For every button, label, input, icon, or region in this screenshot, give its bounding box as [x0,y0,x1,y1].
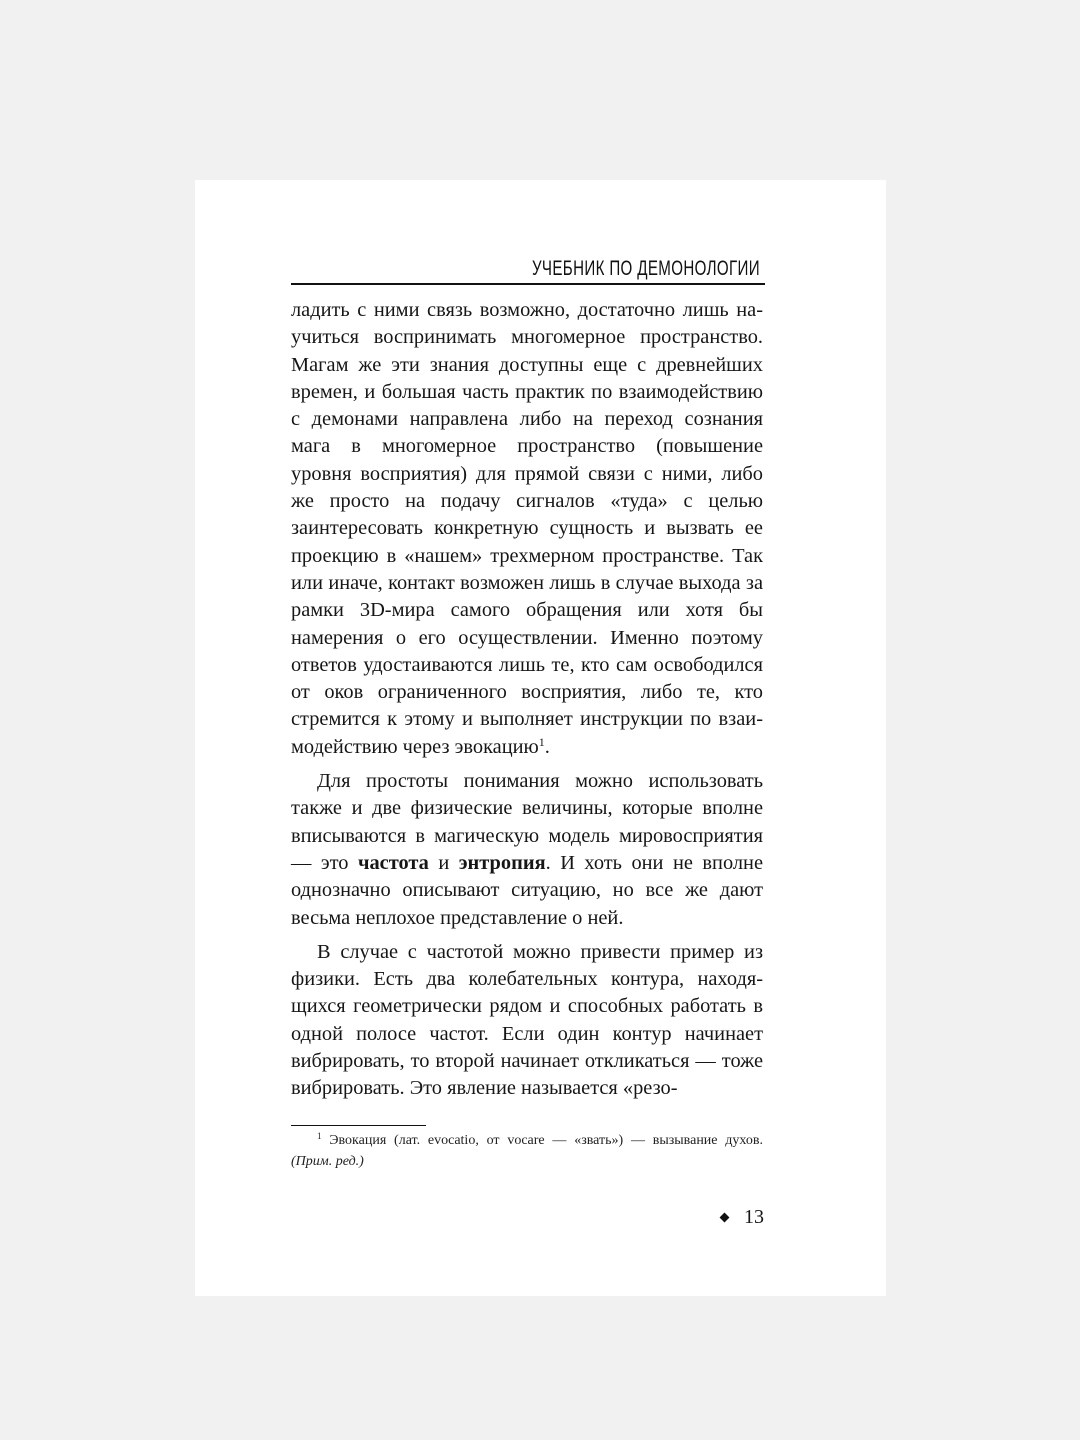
footnote-rule [291,1125,426,1126]
paragraph-2 [291,768,763,932]
paragraph-1-end: . [544,735,550,758]
running-head: УЧЕБНИК ПО ДЕМОНОЛОГИИ [531,257,760,280]
footnote-text: Эвокация (лат. evocatio, от vocare — «звать») — вызывание духов. [321,1133,763,1148]
paragraph-2-and: и [428,851,459,874]
book-page [195,180,886,1296]
paragraph-1 [291,297,763,761]
diamond-icon [720,1212,730,1222]
footnote-editor-note: (Прим. ред.) [291,1154,364,1169]
header-rule [291,283,765,285]
paragraph-2-end: . И хоть они не вполне однозначно описывают ситуацию, но все же дают весьма неплохое представление о ней. [291,851,764,929]
paragraph-3: В случае с частотой можно привести пример из физики. Есть два колебательных контура, находящихся геометрически рядом и способных работать в одной полосе частот. Если один контур начинает вибрировать, то второй начинает откликаться — тоже вибрировать. Это явление называется «резо- [291,940,763,1100]
page-number: 13 [744,1206,764,1228]
paragraph-1-text: ладить с ними связь возможно, достаточно лишь научиться воспринимать многомерное пространство. Магам же эти знания доступны еще с древнейших времен, и большая часть практик по взаимодействию с демонами направлена либо на переход сознания мага в многомерное пространство (повышение уровня восприятия) для прямой связи с ними, либо же просто на подачу сигналов «туда» с целью заинтересовать конкретную сущность и вызвать ее проекцию в «нашем» трехмерном пространстве. Так или иначе, контакт возможен лишь в случае выхода за рамки 3D-мира самого обращения или хотя бы намерения о его осуществлении. Именно поэтому ответов удостаиваются лишь те, кто сам освободился от оков ограниченного восприятия, либо те, кто стремится к этому и выполняет инструкции по взаимодействию через эвокацию [291,299,763,758]
main-text [291,297,763,1103]
term-entropy: энтропия [458,851,546,874]
footnote [291,1130,763,1172]
paragraph-2-start: Для простоты понимания можно использовать также и две физические величины, которые вполне вписываются в магическую модель мировосприятия — это [291,770,763,874]
folio [721,1204,764,1230]
footnote-reference[interactable]: 1 [538,734,545,749]
term-frequency: частота [357,851,429,874]
footnote-number: 1 [317,1131,322,1141]
